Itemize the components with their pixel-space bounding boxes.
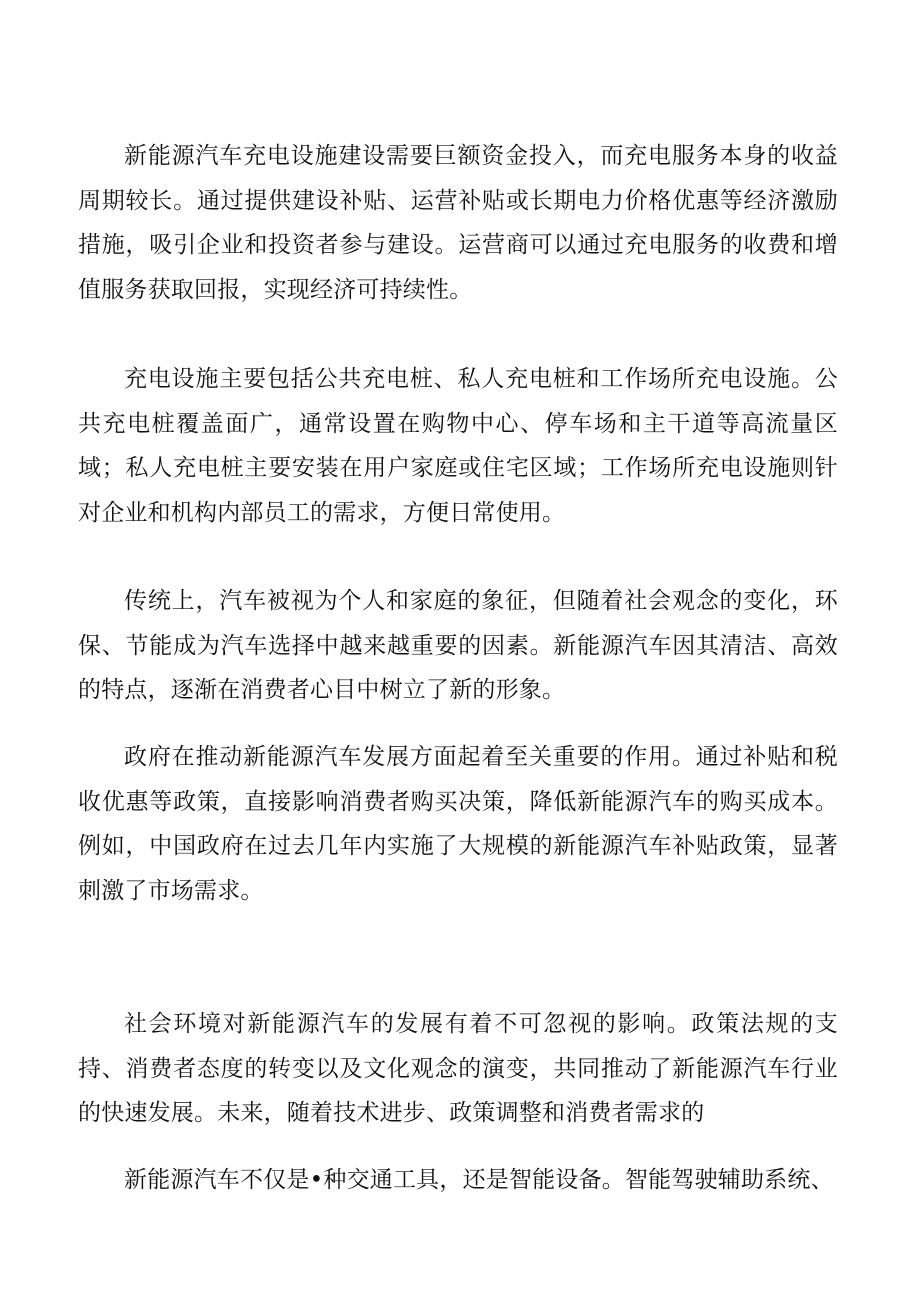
paragraph-2: 充电设施主要包括公共充电桩、私人充电桩和工作场所充电设施。公共充电桩覆盖面广，通常设置在购物中心、停车场和主干道等高流量区域；私人充电桩主要安装在用户家庭或住宅区域；工作场所充电设施则针对企业和机构内部员工的需求，方便日常使用。: [78, 366, 838, 526]
paragraph-5: 社会环境对新能源汽车的发展有着不可忽视的影响。政策法规的支持、消费者态度的转变以及文化观念的演变，共同推动了新能源汽车行业的快速发展。未来，随着技术进步、政策调整和消费者需求的: [78, 1011, 838, 1126]
paragraph-4: 政府在推动新能源汽车发展方面起着至关重要的作用。通过补贴和税收优惠等政策，直接影响消费者购买决策，降低新能源汽车的购买成本。例如，中国政府在过去几年内实施了大规模的新能源汽车补贴政策，显著刺激了市场需求。: [78, 744, 838, 904]
paragraph-3: 传统上，汽车被视为个人和家庭的象征，但随着社会观念的变化，环保、节能成为汽车选择中越来越重要的因素。新能源汽车因其清洁、高效的特点，逐渐在消费者心目中树立了新的形象。: [78, 588, 838, 703]
paragraph-1: 新能源汽车充电设施建设需要巨额资金投入，而充电服务本身的收益周期较长。通过提供建设补贴、运营补贴或长期电力价格优惠等经济激励措施，吸引企业和投资者参与建设。运营商可以通过充电服务的收费和增值服务获取回报，实现经济可持续性。: [78, 143, 838, 303]
paragraph-6: 新能源汽车不仅是•种交通工具，还是智能设备。智能驾驶辅助系统、: [124, 1167, 834, 1193]
